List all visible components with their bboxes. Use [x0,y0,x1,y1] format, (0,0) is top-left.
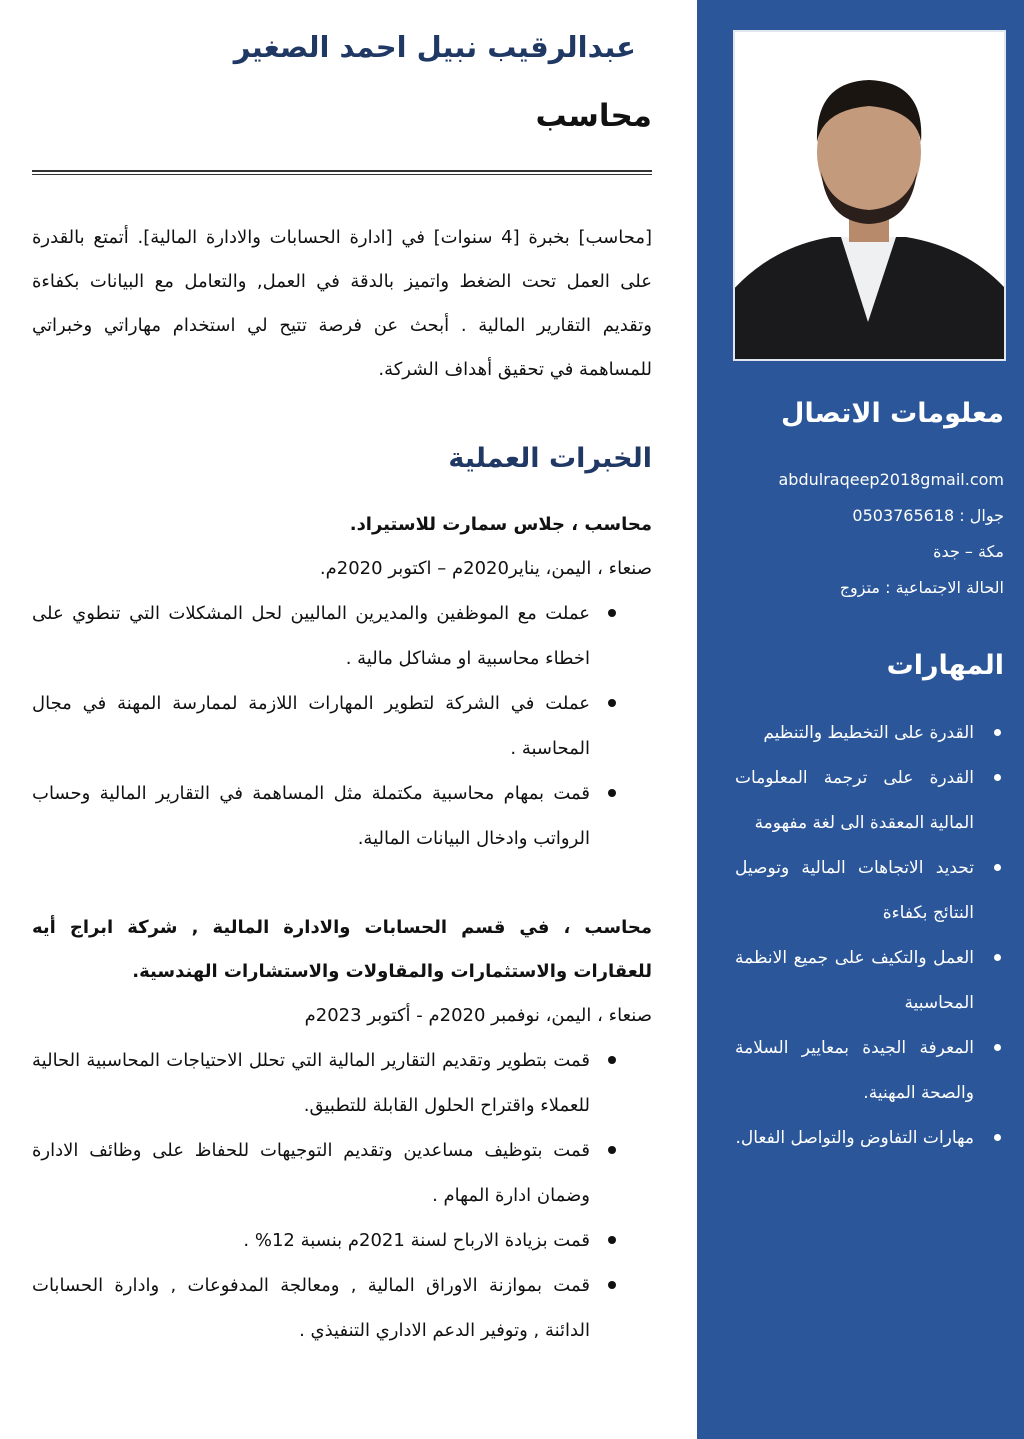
summary: [محاسب] بخبرة [4 سنوات] في [ادارة الحسابات والادارة المالية]. أتمتع بالقدرة على العمل تحت الضغط واتميز بالدقة في العمل, والتعامل مع البيانات بكفاءة وتقديم التقارير المالية . أبحث عن فرصة تتيح لي استخدام مهاراتي وخبراتي للمساهمة في تحقيق أهداف الشركة. [32,227,653,380]
list-item: قمت بتطوير وتقديم التقارير المالية التي تحلل الاحتياجات المحاسبية الحالية للعملاء واقتراح الحلول القابلة للتطبيق. [32,1038,652,1128]
skill-item: المعرفة الجيدة بمعايير السلامة والصحة المهنية. [735,1026,1004,1116]
job-title: محاسب [535,98,652,134]
job-entry [32,906,652,1353]
contact-heading: معلومات الاتصال [781,398,1004,429]
list-item: قمت بمهام محاسبية مكتملة مثل المساهمة في التقارير المالية وحساب الرواتب وادخال البيانات المالية. [32,771,652,861]
skill-item: العمل والتكيف على جميع الانظمة المحاسبية [735,936,1004,1026]
skill-item: مهارات التفاوض والتواصل الفعال. [735,1116,1004,1161]
phone: جوال : 0503765618 [852,506,1004,525]
list-item: عملت في الشركة لتطوير المهارات اللازمة لممارسة المهنة في مجال المحاسبة . [32,681,652,771]
sidebar [697,0,1024,1439]
skill-item: القدرة على ترجمة المعلومات المالية المعقدة الى لغة مفهومة [735,756,1004,846]
skill-item: القدرة على التخطيط والتنظيم [735,711,1004,756]
marital-status: الحالة الاجتماعية : متزوج [839,578,1004,597]
list-item: قمت بتوظيف مساعدين وتقديم التوجيهات للحفاظ على وظائف الادارة وضمان ادارة المهام . [32,1128,652,1218]
list-item: قمت بزيادة الارباح لسنة 2021م بنسبة 12% . [32,1218,652,1263]
skill-item: تحديد الاتجاهات المالية وتوصيل النتائج بكفاءة [735,846,1004,936]
candidate-name: عبدالرقيب نبيل احمد الصغير [233,30,636,64]
experience-heading: الخبرات العملية [448,443,652,474]
list-item: قمت بموازنة الاوراق المالية , ومعالجة المدفوعات , وادارة الحسابات الدائنة , وتوفير الدعم الاداري التنفيذي . [32,1263,652,1353]
divider [32,170,652,175]
email-link[interactable]: abdulraqeep2018gmail.com [778,470,1004,489]
job-role: محاسب ، في قسم الحسابات والادارة المالية , شركة ابراج أيه للعقارات والاستثمارات والمقاولات والاستشارات الهندسية. [32,917,652,982]
job-bullets [32,1038,652,1353]
job-date: صنعاء ، اليمن، يناير2020م – اكتوبر 2020م. [319,558,652,579]
job-date: صنعاء ، اليمن، نوفمبر 2020م - أكتوبر 2023م [304,1005,652,1026]
job-role: محاسب ، جلاس سمارت للاستيراد. [349,514,652,535]
profile-photo [733,30,1006,361]
contact-info [779,462,1005,606]
job-bullets [32,591,652,861]
list-item: عملت مع الموظفين والمديرين الماليين لحل المشكلات التي تنطوي على اخطاء محاسبية او مشاكل مالية . [32,591,652,681]
skills-list [735,711,1004,1161]
skills-heading: المهارات [886,650,1004,681]
job-entry [32,503,652,861]
city: مكة – جدة [933,542,1004,561]
